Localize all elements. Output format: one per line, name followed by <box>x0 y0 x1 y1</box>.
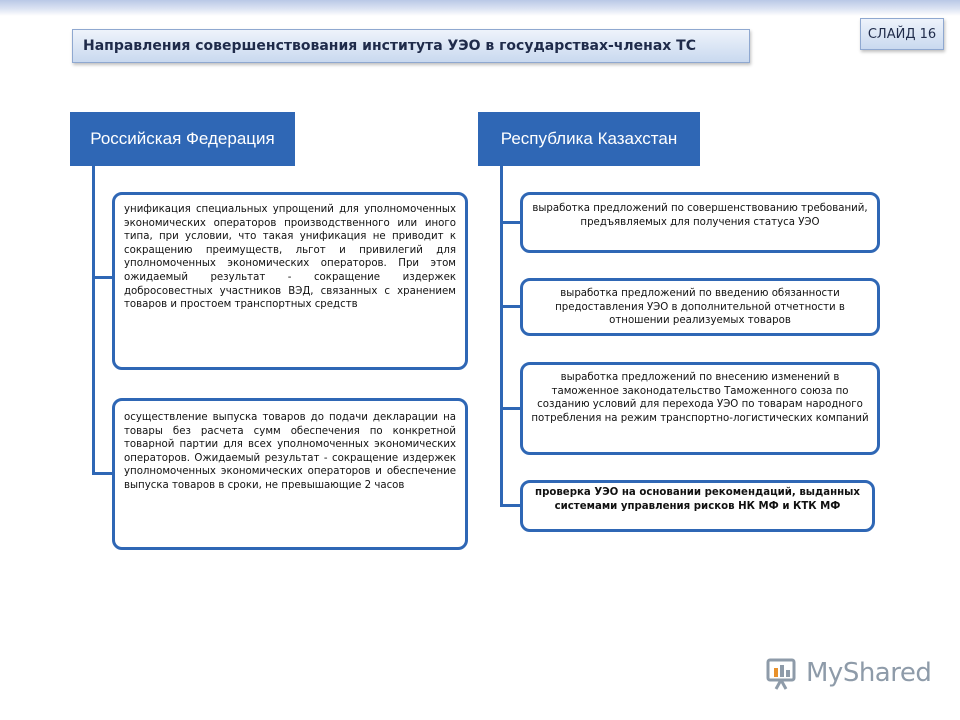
right-item-1-text: выработка предложений по совершенствованию требований, предъявляемых для получения статуса УЭО <box>532 203 868 228</box>
slide-number-badge: СЛАЙД 16 <box>860 18 944 50</box>
right-item-2-text: выработка предложений по введению обязанности предоставления УЭО в дополнительной отчетности в отношении реализуемых товаров <box>555 288 845 327</box>
left-header: Российская Федерация <box>70 112 295 166</box>
presentation-screen-icon <box>766 656 802 692</box>
logo-text: MyShared <box>806 658 932 688</box>
right-branch-line-4 <box>500 504 522 507</box>
right-item-3-text: выработка предложений по внесению изменений в таможенное законодательство Таможенного союза по созданию условий для перехода УЭО по товарам народного потребления на режим транспортно-логистических компаний <box>531 372 869 424</box>
left-item-1 <box>112 192 468 370</box>
right-trunk-line <box>500 166 503 506</box>
right-item-4 <box>520 480 875 532</box>
page-title: Направления совершенствования института УЭО в государствах-членах ТС <box>83 38 696 54</box>
right-branch-line-2 <box>500 305 522 308</box>
left-trunk-line <box>92 166 95 474</box>
right-item-2 <box>520 278 880 336</box>
myshared-logo <box>766 656 932 692</box>
right-header: Республика Казахстан <box>478 112 700 166</box>
title-bar <box>72 29 750 63</box>
right-item-1 <box>520 192 880 253</box>
right-item-4-text: проверка УЭО на основании рекомендаций, выданных системами управления рисков НК МФ и КТК МФ <box>535 487 860 512</box>
left-item-2-text: осуществление выпуска товаров до подачи декларации на товары без расчета сумм обеспечения по конкретной товарной партии для всех уполномоченных экономических операторов. Ожидаемый результат - сокращение издержек уполномоченных экономических операторов и обеспечение выпуска товаров в сроки, не превышающие 2 часов <box>124 412 456 491</box>
top-decor-band <box>0 0 960 16</box>
right-branch-line-1 <box>500 221 522 224</box>
left-item-1-text: унификация специальных упрощений для уполномоченных экономических операторов производственного или иного типа, при условии, что такая унификация не приводит к сокращению преимуществ, льгот и привилегий для уполномоченных экономических операторов. При этом ожидаемый результат - сокращение издержек добросовестных участников ВЭД, связанных с хранением товаров и простоем транспортных средств <box>124 204 456 311</box>
right-item-3 <box>520 362 880 455</box>
right-branch-line-3 <box>500 407 522 410</box>
left-item-2 <box>112 398 468 550</box>
